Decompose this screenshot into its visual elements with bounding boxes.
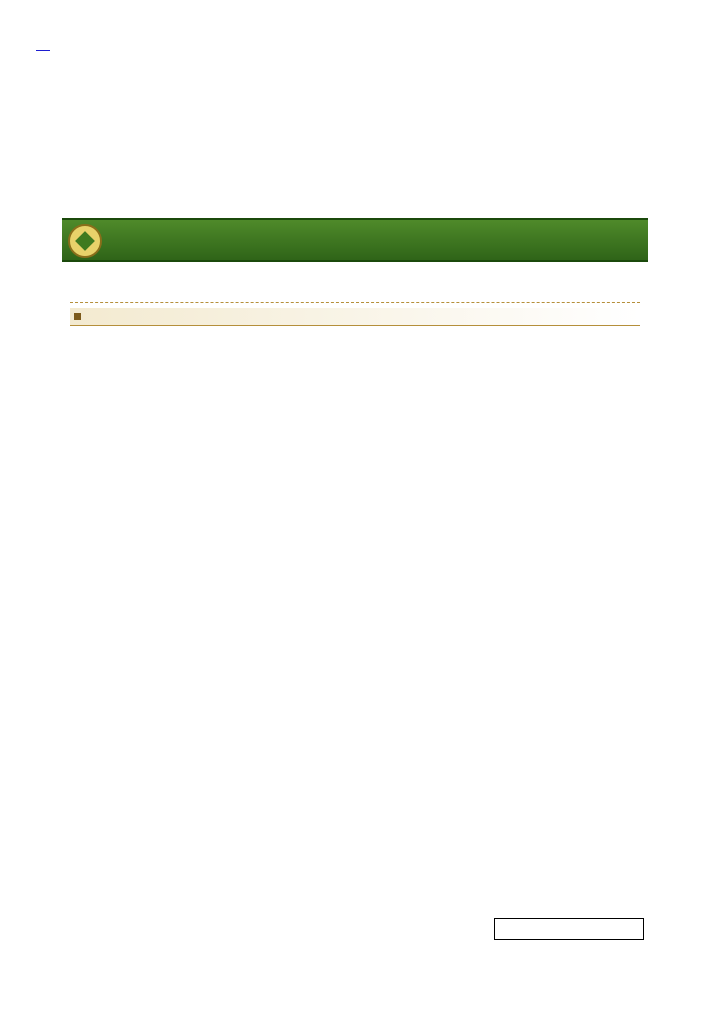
section-heading [70,308,640,326]
page-header [36,36,50,56]
credit-box [494,918,644,940]
embedded-article-image [62,218,648,948]
emblem-icon [68,224,102,258]
header-gap [36,37,50,51]
article-banner [62,218,648,262]
dashed-divider [70,302,640,303]
square-bullet-icon [74,313,81,320]
